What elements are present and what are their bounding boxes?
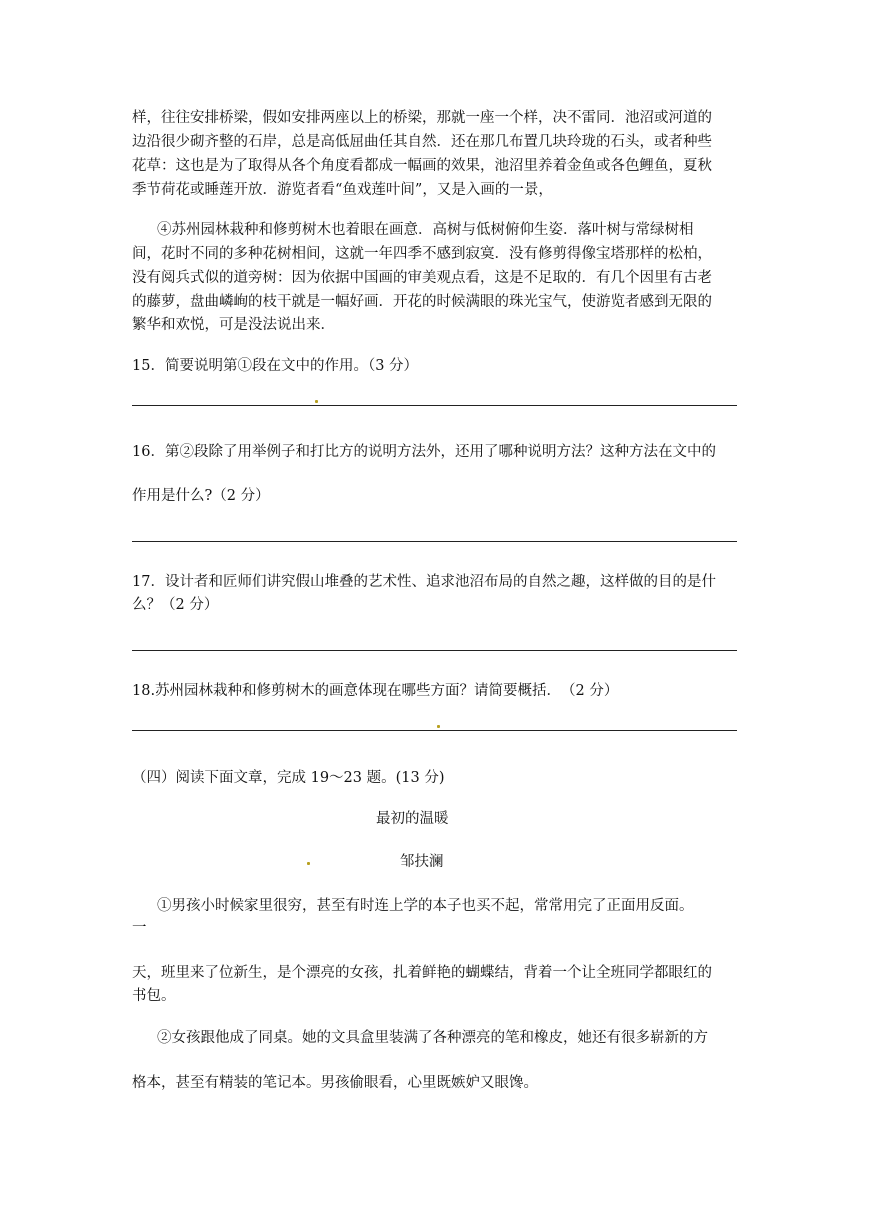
answer-line-18 xyxy=(132,730,737,731)
answer-line-16 xyxy=(132,541,737,542)
question-16-cont: 作用是什么?（2 分） xyxy=(132,488,270,504)
story-p1-line: 天，班里来了位新生，是个漂亮的女孩，扎着鲜艳的蝴蝶结，背着一个让全班同学都眼红的 xyxy=(132,965,712,981)
answer-line-17 xyxy=(132,650,737,651)
passage-p4-line: ④苏州园林栽种和修剪树木也着眼在画意．高树与低树俯仰生姿．落叶树与常绿树相 xyxy=(157,222,694,238)
passage-p3-line: 边沿很少砌齐整的石岸，总是高低屈曲任其自然．还在那几布置几块玲珑的石头，或者种些 xyxy=(132,134,712,150)
story-p2-line: ②女孩跟他成了同桌。她的文具盒里装满了各种漂亮的笔和橡皮，她还有很多崭新的方 xyxy=(157,1030,708,1046)
question-18: 18.苏州园林栽种和修剪树木的画意体现在哪些方面？请简要概括． （2 分） xyxy=(132,683,619,699)
section-heading: （四）阅读下面文章，完成 19～23 题。(13 分) xyxy=(132,770,445,786)
question-17-cont: 么？（2 分） xyxy=(132,597,219,613)
passage-p3-line: 花草：这也是为了取得从各个角度看都成一幅画的效果，池沼里养着金鱼或各色鲤鱼，夏秋 xyxy=(132,158,712,174)
passage-p4-line: 间，花时不同的多种花树相间，这就一年四季不感到寂寞．没有修剪得像宝塔那样的松柏， xyxy=(132,246,712,262)
passage-p4-line: 没有阅兵式似的道旁树：因为依据中国画的审美观点看，这是不足取的．有几个因里有古老 xyxy=(132,270,712,286)
passage-p4-line: 繁华和欢悦，可是没法说出来． xyxy=(132,317,335,333)
passage-p3-line: 季节荷花或睡莲开放．游览者看“鱼戏莲叶间”，又是入画的一景， xyxy=(132,182,553,198)
question-16: 16．第②段除了用举例子和打比方的说明方法外，还用了哪种说明方法？这种方法在文中的 xyxy=(132,444,716,460)
story-p1-line: 书包。 xyxy=(132,988,176,1004)
story-p1-line: ①男孩小时候家里很穷，甚至有时连上学的本子也买不起，常常用完了正面用反面。 xyxy=(157,898,694,914)
question-15: 15．简要说明第①段在文中的作用。（3 分） xyxy=(132,358,419,374)
passage-p4-line: 的藤萝，盘曲嶙峋的枝干就是一幅好画．开花的时候满眼的珠光宝气，使游览者感到无限的 xyxy=(132,294,712,310)
story-author: 邹扶澜 xyxy=(400,854,444,870)
decorative-dot xyxy=(437,725,440,728)
question-17: 17．设计者和匠师们讲究假山堆叠的艺术性、追求池沼布局的自然之趣，这样做的目的是什 xyxy=(132,574,716,590)
story-p1-line: 一 xyxy=(132,920,147,936)
story-title: 最初的温暖 xyxy=(376,811,449,827)
decorative-dot xyxy=(315,400,318,403)
answer-line-15 xyxy=(132,405,737,406)
decorative-dot xyxy=(307,862,310,865)
passage-p3-line: 样，往往安排桥梁，假如安排两座以上的桥梁，那就一座一个样，决不雷同．池沼或河道的 xyxy=(132,110,712,126)
story-p2-line: 格本，甚至有精装的笔记本。男孩偷眼看，心里既嫉妒又眼馋。 xyxy=(132,1075,538,1091)
